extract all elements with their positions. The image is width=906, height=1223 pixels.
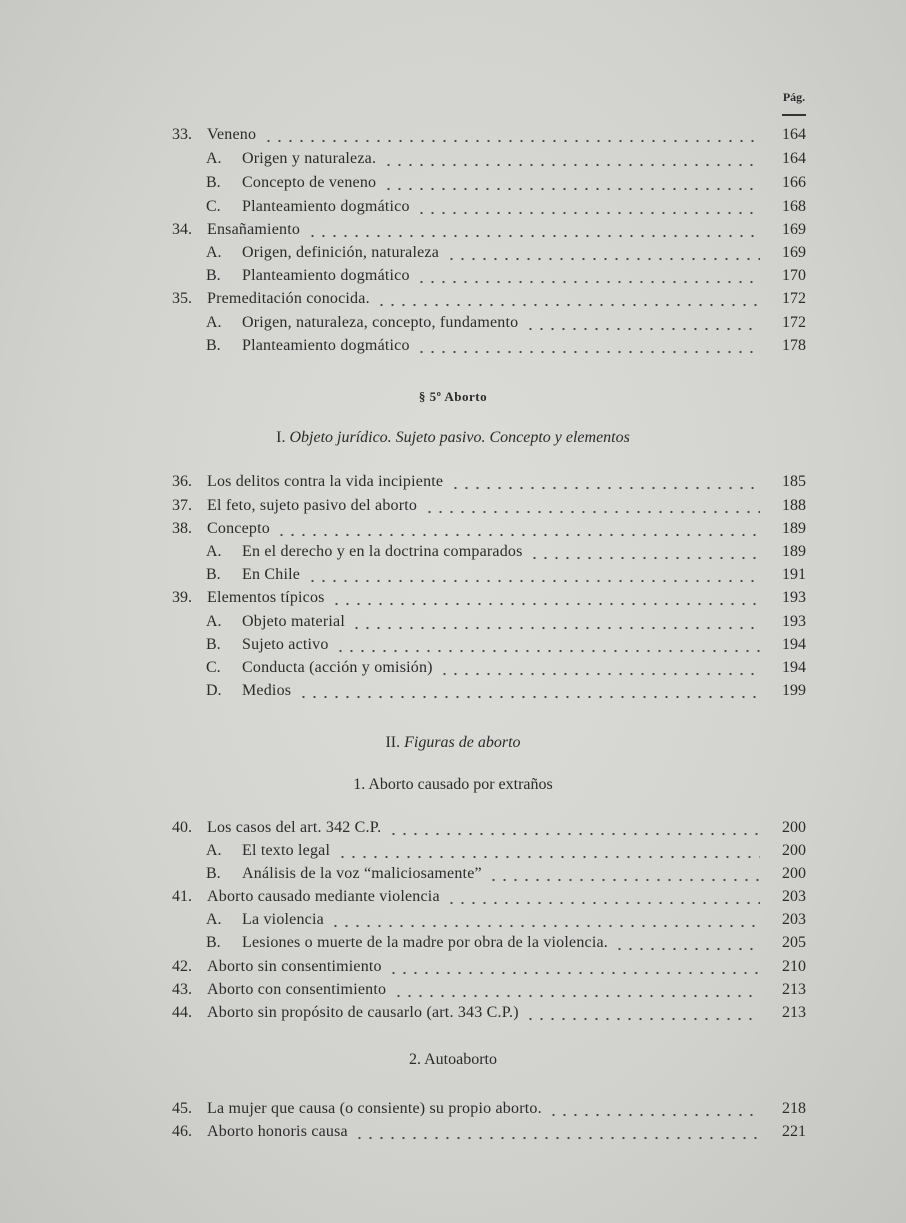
- entry-page: 172: [782, 290, 806, 307]
- leader-dots: [548, 1098, 760, 1120]
- leader-dots: [388, 956, 760, 978]
- entry-page: 169: [782, 244, 806, 261]
- entry-page: 218: [782, 1100, 806, 1117]
- leader-dots: [337, 840, 760, 862]
- toc-entry[interactable]: [0, 172, 906, 194]
- toc-entry[interactable]: [0, 124, 906, 146]
- entry-page: 200: [782, 865, 806, 882]
- entry-letter: A.: [206, 244, 222, 261]
- toc-entry[interactable]: [0, 634, 906, 656]
- leader-dots: [376, 288, 760, 310]
- leader-dots: [393, 979, 760, 1001]
- entry-title: Aborto honoris causa: [207, 1123, 348, 1140]
- toc-entry[interactable]: [0, 587, 906, 609]
- leader-dots: [446, 886, 760, 908]
- entry-page: 185: [782, 473, 806, 490]
- entry-page: 203: [782, 911, 806, 928]
- toc-entry[interactable]: [0, 335, 906, 357]
- toc-entry[interactable]: [0, 956, 906, 978]
- entry-page: 213: [782, 981, 806, 998]
- entry-page: 170: [782, 267, 806, 284]
- entry-page: 164: [782, 126, 806, 143]
- entry-page: 189: [782, 520, 806, 537]
- toc-entry[interactable]: [0, 495, 906, 517]
- entry-number: 40.: [172, 819, 192, 836]
- entry-page: 164: [782, 150, 806, 167]
- chapter-title: Figuras de aborto: [404, 734, 521, 751]
- entry-page: 172: [782, 314, 806, 331]
- entry-title: Aborto sin propósito de causarlo (art. 343 C.P.): [207, 1004, 519, 1021]
- toc-entry[interactable]: [0, 886, 906, 908]
- chapter-roman: I.: [276, 429, 290, 446]
- leader-dots: [614, 932, 760, 954]
- entry-title: Origen, definición, naturaleza: [242, 244, 440, 261]
- entry-title: La violencia: [242, 911, 324, 928]
- entry-number: 42.: [172, 958, 192, 975]
- entry-title: Aborto con consentimiento: [207, 981, 387, 998]
- toc-entry[interactable]: [0, 518, 906, 540]
- entry-page: 194: [782, 659, 806, 676]
- chapter-title: Objeto jurídico. Sujeto pasivo. Concepto y elementos: [289, 429, 630, 446]
- leader-dots: [354, 1121, 760, 1143]
- entry-title: Planteamiento dogmático: [242, 198, 410, 215]
- chapter-heading: [0, 734, 906, 752]
- entry-title: Sujeto activo: [242, 636, 329, 653]
- entry-number: 46.: [172, 1123, 192, 1140]
- entry-number: 44.: [172, 1004, 192, 1021]
- toc-entry[interactable]: [0, 817, 906, 839]
- entry-page: 194: [782, 636, 806, 653]
- entry-title: Concepto de veneno: [242, 174, 377, 191]
- page-column-rule: [782, 114, 806, 116]
- entry-title: Objeto material: [242, 613, 345, 630]
- entry-page: 205: [782, 934, 806, 951]
- entry-letter: A.: [206, 613, 222, 630]
- entry-number: 45.: [172, 1100, 192, 1117]
- leader-dots: [416, 196, 760, 218]
- entry-page: 193: [782, 589, 806, 606]
- leader-dots: [388, 817, 760, 839]
- entry-title: Medios: [242, 682, 292, 699]
- entry-page: 169: [782, 221, 806, 238]
- entry-title: La mujer que causa (o consiente) su propio aborto.: [207, 1100, 542, 1117]
- toc-entry[interactable]: [0, 611, 906, 633]
- leader-dots: [529, 541, 760, 563]
- entry-title: Premeditación conocida.: [207, 290, 370, 307]
- entry-title: Concepto: [207, 520, 270, 537]
- chapter-heading: [0, 429, 906, 447]
- leader-dots: [331, 587, 760, 609]
- leader-dots: [488, 863, 760, 885]
- entry-letter: B.: [206, 337, 221, 354]
- entry-page: 189: [782, 543, 806, 560]
- toc-entry[interactable]: [0, 680, 906, 702]
- entry-letter: A.: [206, 842, 222, 859]
- leader-dots: [439, 657, 760, 679]
- entry-title: Los delitos contra la vida incipiente: [207, 473, 444, 490]
- entry-letter: A.: [206, 543, 222, 560]
- subheading: 2. Autoaborto: [409, 1051, 497, 1068]
- entry-title: Aborto causado mediante violencia: [207, 888, 440, 905]
- entry-page: 166: [782, 174, 806, 191]
- toc-entry[interactable]: [0, 196, 906, 218]
- toc-entry[interactable]: [0, 657, 906, 679]
- entry-title: Origen, naturaleza, concepto, fundamento: [242, 314, 519, 331]
- leader-dots: [307, 564, 760, 586]
- entry-number: 36.: [172, 473, 192, 490]
- toc-entry[interactable]: [0, 909, 906, 931]
- toc-entry[interactable]: [0, 288, 906, 310]
- entry-title: El texto legal: [242, 842, 331, 859]
- toc-entry[interactable]: [0, 219, 906, 241]
- entry-title: Aborto sin consentimiento: [207, 958, 382, 975]
- entry-title: Lesiones o muerte de la madre por obra de la violencia.: [242, 934, 608, 951]
- entry-page: 210: [782, 958, 806, 975]
- leader-dots: [307, 219, 760, 241]
- entry-letter: A.: [206, 314, 222, 331]
- entry-number: 34.: [172, 221, 192, 238]
- entry-letter: B.: [206, 865, 221, 882]
- leader-dots: [525, 312, 760, 334]
- leader-dots: [351, 611, 760, 633]
- leader-dots: [330, 909, 760, 931]
- entry-number: 43.: [172, 981, 192, 998]
- entry-letter: B.: [206, 566, 221, 583]
- leader-dots: [383, 172, 760, 194]
- entry-letter: B.: [206, 174, 221, 191]
- entry-title: En Chile: [242, 566, 301, 583]
- leader-dots: [298, 680, 760, 702]
- entry-page: 221: [782, 1123, 806, 1140]
- leader-dots: [335, 634, 760, 656]
- entry-letter: A.: [206, 911, 222, 928]
- toc-entry[interactable]: [0, 979, 906, 1001]
- entry-page: 168: [782, 198, 806, 215]
- toc-entry[interactable]: [0, 1002, 906, 1024]
- toc-entry[interactable]: [0, 312, 906, 334]
- toc-entry[interactable]: [0, 564, 906, 586]
- entry-number: 41.: [172, 888, 192, 905]
- leader-dots: [263, 124, 760, 146]
- entry-page: 199: [782, 682, 806, 699]
- entry-number: 35.: [172, 290, 192, 307]
- entry-page: 178: [782, 337, 806, 354]
- toc-entry[interactable]: [0, 1121, 906, 1143]
- entry-title: El feto, sujeto pasivo del aborto: [207, 497, 418, 514]
- entry-letter: D.: [206, 682, 222, 699]
- page-column-header: Pág.: [782, 90, 806, 104]
- entry-page: 213: [782, 1004, 806, 1021]
- leader-dots: [525, 1002, 760, 1024]
- leader-dots: [276, 518, 760, 540]
- toc-entry[interactable]: [0, 863, 906, 885]
- entry-title: Origen y naturaleza.: [242, 150, 377, 167]
- entry-letter: A.: [206, 150, 222, 167]
- entry-title: Veneno: [207, 126, 257, 143]
- entry-title: Planteamiento dogmático: [242, 337, 410, 354]
- entry-title: Los casos del art. 342 C.P.: [207, 819, 382, 836]
- entry-page: 200: [782, 819, 806, 836]
- entry-page: 193: [782, 613, 806, 630]
- toc-entry[interactable]: [0, 840, 906, 862]
- entry-title: Elementos típicos: [207, 589, 325, 606]
- toc-entry[interactable]: [0, 148, 906, 170]
- entry-title: En el derecho y en la doctrina comparados: [242, 543, 523, 560]
- leader-dots: [416, 335, 760, 357]
- entry-page: 188: [782, 497, 806, 514]
- entry-letter: B.: [206, 267, 221, 284]
- entry-title: Planteamiento dogmático: [242, 267, 410, 284]
- toc-entry[interactable]: [0, 471, 906, 493]
- subheading: 1. Aborto causado por extraños: [353, 776, 553, 793]
- entry-page: 191: [782, 566, 806, 583]
- toc-entry[interactable]: [0, 242, 906, 264]
- leader-dots: [446, 242, 760, 264]
- leader-dots: [416, 265, 760, 287]
- entry-number: 38.: [172, 520, 192, 537]
- chapter-roman: II.: [385, 734, 405, 751]
- entry-letter: C.: [206, 659, 221, 676]
- leader-dots: [424, 495, 760, 517]
- toc-entry[interactable]: [0, 932, 906, 954]
- toc-entry[interactable]: [0, 1098, 906, 1120]
- entry-letter: B.: [206, 934, 221, 951]
- entry-number: 37.: [172, 497, 192, 514]
- toc-entry[interactable]: [0, 541, 906, 563]
- entry-title: Conducta (acción y omisión): [242, 659, 433, 676]
- entry-number: 33.: [172, 126, 192, 143]
- entry-letter: C.: [206, 198, 221, 215]
- toc-entry[interactable]: [0, 265, 906, 287]
- section-heading: § 5º Aborto: [418, 389, 488, 404]
- entry-number: 39.: [172, 589, 192, 606]
- entry-page: 200: [782, 842, 806, 859]
- leader-dots: [383, 148, 760, 170]
- entry-letter: B.: [206, 636, 221, 653]
- entry-title: Ensañamiento: [207, 221, 301, 238]
- leader-dots: [450, 471, 760, 493]
- entry-title: Análisis de la voz “maliciosamente”: [242, 865, 482, 882]
- entry-page: 203: [782, 888, 806, 905]
